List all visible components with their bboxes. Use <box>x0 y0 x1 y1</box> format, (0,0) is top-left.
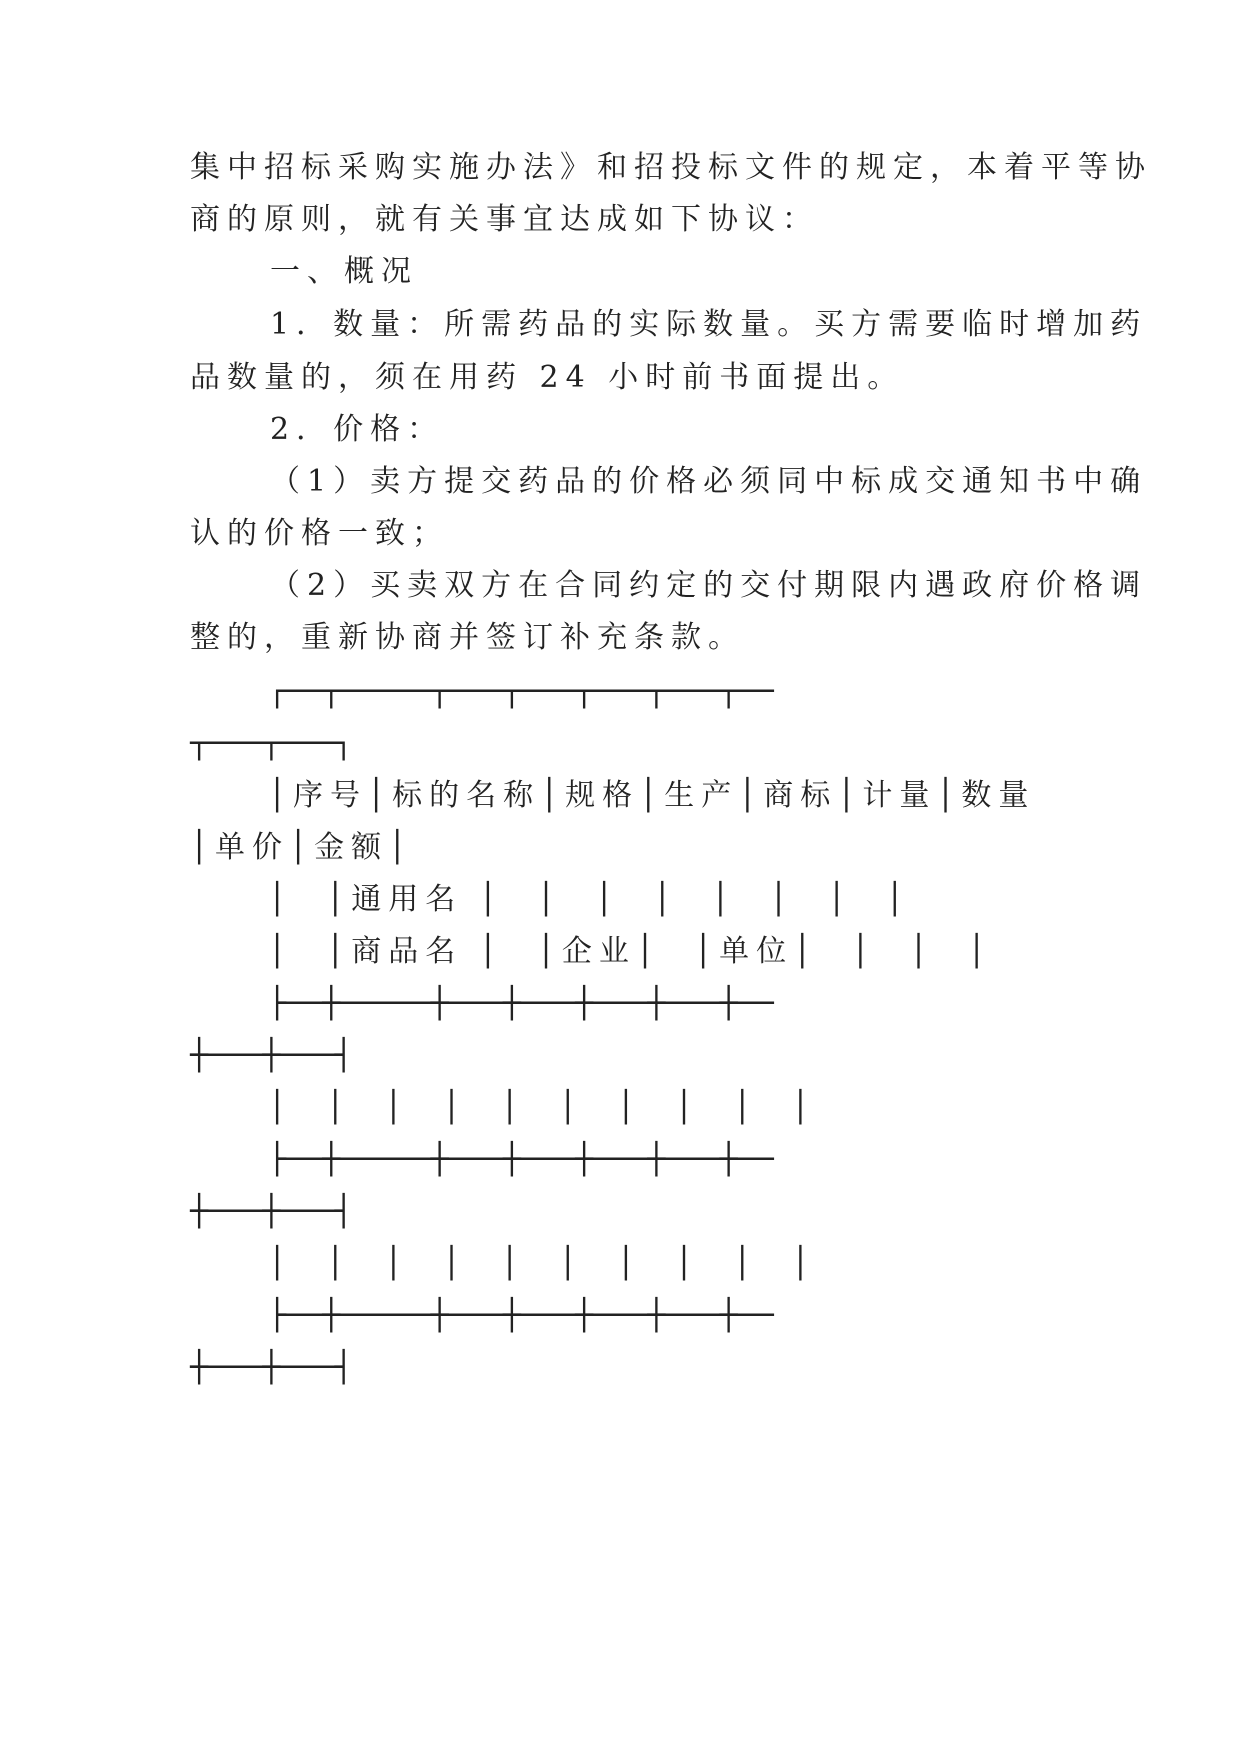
section-heading: 一、概况 <box>270 254 418 289</box>
table-separator: ├──┼─────┼───┼───┼───┼───┼── <box>268 1298 774 1333</box>
table-header-row: │序号│标的名称│规格│生产│商标│计量│数量 <box>268 778 1036 813</box>
table-separator-continued: ┼───┼───┤ <box>190 1350 353 1385</box>
paragraph-line: 认的价格一致； <box>190 516 449 551</box>
table-top-border: ┌──┬─────┬───┬───┬───┬───┬── <box>268 674 774 709</box>
table-header-row: │ │商品名 │ │企业│ │单位│ │ │ │ <box>268 934 993 969</box>
table-separator: ├──┼─────┼───┼───┼───┼───┼── <box>268 986 774 1021</box>
table-header-row-continued: │单价│金额│ <box>190 830 414 865</box>
table-header-row: │ │通用名 │ │ │ │ │ │ │ │ <box>268 882 911 917</box>
table-separator-continued: ┼───┼───┤ <box>190 1038 353 1073</box>
paragraph-line: 整的，重新协商并签订补充条款。 <box>190 620 745 655</box>
table-separator: ├──┼─────┼───┼───┼───┼───┼── <box>268 1142 774 1177</box>
paragraph-line: 商的原则，就有关事宜达成如下协议： <box>190 202 819 237</box>
table-separator-continued: ┼───┼───┤ <box>190 1194 353 1229</box>
table-row: │ │ │ │ │ │ │ │ │ │ <box>268 1246 817 1281</box>
paragraph-line: 品数量的，须在用药 24 小时前书面提出。 <box>190 360 905 395</box>
paragraph-line: 2．价格： <box>270 412 445 447</box>
paragraph-line: 1．数量：所需药品的实际数量。买方需要临时增加药 <box>270 307 1148 342</box>
paragraph-line: （1）卖方提交药品的价格必须同中标成交通知书中确 <box>270 464 1148 499</box>
table-top-border-continued: ┬───┬───┐ <box>190 726 353 761</box>
table-row: │ │ │ │ │ │ │ │ │ │ <box>268 1090 817 1125</box>
paragraph-line: （2）买卖双方在合同约定的交付期限内遇政府价格调 <box>270 568 1148 603</box>
paragraph-line: 集中招标采购实施办法》和招投标文件的规定，本着平等协 <box>190 150 1152 185</box>
